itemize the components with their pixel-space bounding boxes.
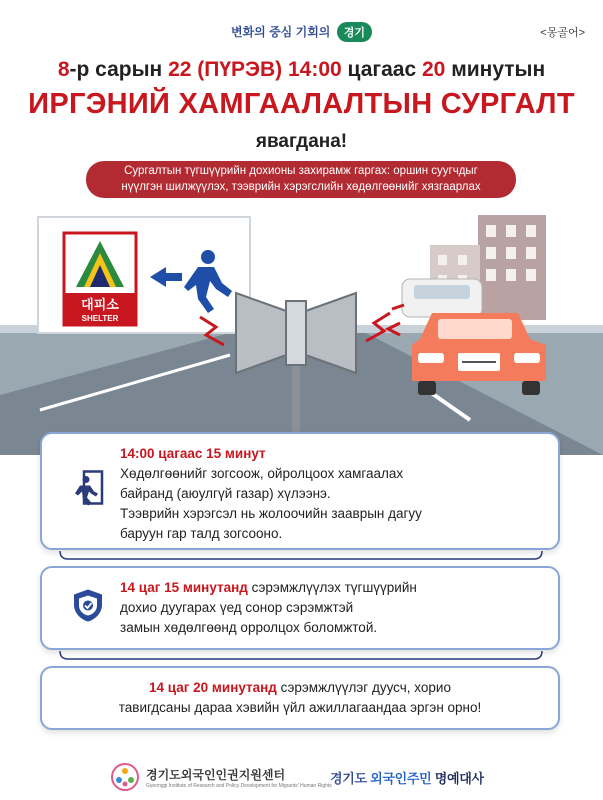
organization-name: 경기도외국인인권지원센터 (146, 767, 286, 782)
step-1-line-1: Хөдөлгөөнийг зогсоож, ойролцоох хамгаалах (120, 466, 404, 481)
card-connector-2 (58, 651, 544, 661)
step-2-rest: сэрэмжлүүлэх түгшүүрийн (247, 580, 417, 595)
date-text-2: цагаас (341, 58, 422, 81)
road-scene-illustration (0, 205, 603, 455)
shelter-korean-text: 대피소 (81, 298, 119, 313)
ambassador-part-2: 외국인주민 (370, 771, 432, 786)
exit-run-icon (72, 470, 106, 513)
footer-ambassador (330, 768, 484, 787)
ambassador-part-3: 명예대사 (431, 771, 484, 786)
step-1-line-4: баруун гар талд зогсооно. (120, 526, 283, 541)
logo-text: 변화의 중심 기회의 (230, 25, 331, 39)
shield-check-icon (72, 588, 104, 629)
organization-subtitle: Gyeonggi Institute of Research and Policy Development for Migrants' Human Rights (146, 782, 332, 789)
subtitle: явагдана! (255, 131, 348, 152)
shelter-sign (38, 217, 250, 333)
ambassador-part-1: 경기도 (330, 771, 371, 786)
date-line (0, 58, 603, 82)
main-title: ИРГЭНИЙ ХАМГААЛАЛТЫН СУРГАЛТ (28, 88, 575, 120)
shelter-english-text: SHELTER (81, 314, 119, 323)
white-car-icon (402, 279, 482, 317)
step-card-3 (40, 666, 560, 730)
step-1-line-2: байранд (аюулгүй газар) хүлээнэ. (120, 486, 331, 501)
road-scene-svg (0, 205, 603, 455)
step-2-highlight: 14 цаг 15 минутанд (120, 580, 248, 595)
step-card-2 (40, 566, 560, 650)
organization-logo-icon (110, 762, 140, 792)
step-2-line-2: замын хөдөлгөөнд орролцох боломжтой. (120, 620, 378, 635)
step-2-line-1: дохио дуугарах үед сонор сэрэмжтэй (120, 600, 354, 615)
language-tag: <몽골어> (540, 27, 585, 39)
footer-organization (110, 762, 332, 792)
step-3-line-2: тавигдсаны дараа хэвийн үйл ажиллагаандаа эргэн орно! (118, 700, 482, 715)
step-1-text (120, 444, 422, 544)
date-text-3: минутын (445, 58, 546, 81)
step-card-1 (40, 432, 560, 550)
top-logo (0, 22, 603, 42)
logo-badge: 경기 (337, 22, 372, 42)
step-3-rest: сэрэмжлүүлэг дуусч, хорио (276, 680, 451, 695)
date-duration: 20 (422, 58, 446, 81)
step-3-text (42, 678, 558, 718)
date-day-time: 22 (ПҮРЭВ) 14:00 (168, 58, 342, 81)
info-banner (86, 161, 516, 198)
step-1-heading: 14:00 цагаас 15 минут (120, 446, 266, 461)
date-text-1: -р сарын (69, 58, 169, 81)
banner-line-2: нүүлгэн шилжүүлэх, тээврийн хэрэгслийн хөдөлгөөнийг хязгаарлах (121, 181, 481, 193)
card-connector-1 (58, 551, 544, 561)
step-2-text (120, 578, 417, 638)
banner-line-1: Сургалтын түгшүүрийн дохионы захирамж гаргах: оршин суугчдыг (124, 165, 478, 177)
date-month: 8 (57, 58, 70, 81)
step-3-highlight: 14 цаг 20 минутанд (149, 680, 277, 695)
step-1-line-3: Тээврийн хэрэгсэл нь жолоочийн зааврын дагуу (120, 506, 422, 521)
